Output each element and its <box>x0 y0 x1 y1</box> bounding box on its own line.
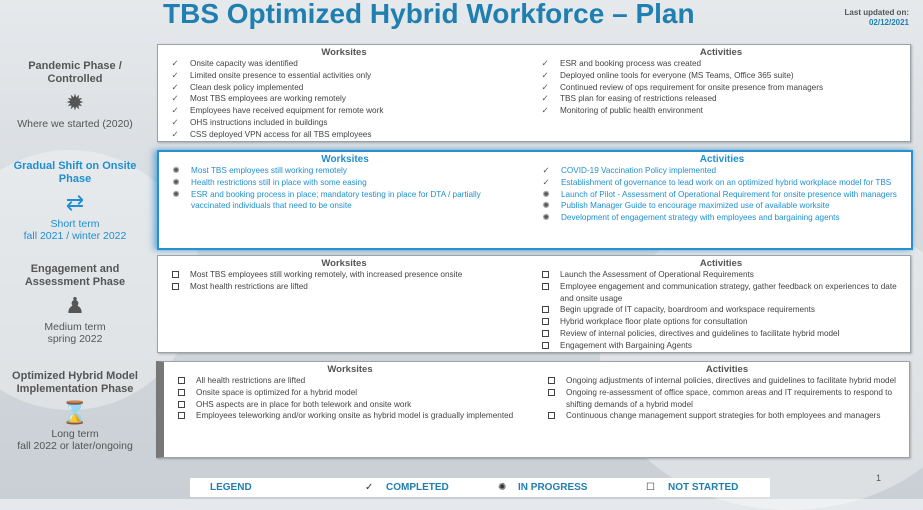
list-item <box>539 165 905 177</box>
empty-box-icon <box>168 281 182 294</box>
list-item-text: Hybrid workplace floor plate options for consultation <box>560 317 748 327</box>
list-item <box>538 70 904 82</box>
list-item-text: COVID-19 Vaccination Policy implemented <box>561 166 717 175</box>
list-item-text: Health restrictions still in place with some easing <box>191 177 367 187</box>
spinner-icon: ✺ <box>498 482 507 493</box>
phase-timeframe: Where we started (2020) <box>17 118 133 130</box>
list-item <box>538 328 904 340</box>
list-item-text: Clean desk policy implemented <box>190 82 304 92</box>
activities-heading: Activities <box>705 364 749 375</box>
list-item <box>538 340 904 352</box>
list-item <box>539 189 905 201</box>
list-item <box>539 212 905 224</box>
list-item <box>168 82 520 94</box>
list-item-text: OHS aspects are in place for both telework and onsite work <box>196 399 412 409</box>
list-item <box>169 177 521 189</box>
phase-name: Optimized Hybrid Model Implementation Phase <box>12 370 138 395</box>
list-item-text: Most health restrictions are lifted <box>190 281 308 291</box>
list-item-text: Launch the Assessment of Operational Requirements <box>560 270 754 279</box>
worksites-column <box>169 154 521 212</box>
activities-column <box>539 154 905 224</box>
phase-label-pandemic <box>0 60 150 130</box>
legend-not-started: NOT STARTED <box>668 482 739 493</box>
checkmark-icon: ✓ <box>541 69 549 80</box>
list-item <box>544 387 910 411</box>
spinner-icon: ✺ <box>172 188 180 199</box>
worksites-heading: Worksites <box>327 364 373 375</box>
shuffle-icon: ⇄ <box>65 190 85 215</box>
list-item <box>174 375 526 387</box>
list-item <box>168 281 520 293</box>
worksites-heading: Worksites <box>321 47 367 58</box>
list-item-text: Employee engagement and communication strategy, gather feedback on experiences to date and onsite usage <box>560 281 897 303</box>
list-item-text: Limited onsite presence to essential activities only <box>190 70 372 80</box>
checkmark-icon: ✓ <box>365 482 374 493</box>
activities-heading: Activities <box>699 258 743 269</box>
spinner-icon: ✺ <box>542 200 550 211</box>
list-item-text: Engagement with Bargaining Agents <box>560 340 692 350</box>
phase-label-optimized <box>0 370 150 452</box>
list-item-text: Most TBS employees are working remotely <box>190 94 346 104</box>
last-updated-label: Last updated on: <box>844 8 909 17</box>
worksites-list <box>168 269 520 293</box>
phase-panel-optimized <box>156 361 910 458</box>
checkmark-icon: ✓ <box>171 116 179 127</box>
list-item <box>168 93 520 105</box>
phase-timeframe: Short term fall 2021 / winter 2022 <box>23 218 127 242</box>
list-item-text: Publish Manager Guide to encourage maximized use of available worksite <box>561 201 830 211</box>
activities-column <box>544 364 910 422</box>
list-item <box>539 177 905 189</box>
checkmark-icon: ✓ <box>542 165 550 175</box>
phase-panel-pandemic <box>157 44 911 142</box>
phase-panel-engagement <box>157 255 911 353</box>
list-item <box>538 316 904 328</box>
activities-list <box>538 269 904 352</box>
activities-column <box>538 258 904 352</box>
checkmark-icon: ✓ <box>171 58 179 68</box>
phase-name: Pandemic Phase / Controlled <box>28 60 122 85</box>
checkmark-icon: ✓ <box>541 81 549 92</box>
list-item <box>538 304 904 316</box>
list-item-text: Continued review of ops requirement for onsite presence from managers <box>560 82 824 92</box>
list-item <box>538 58 904 70</box>
list-item <box>169 165 521 177</box>
list-item-text: Monitoring of public health environment <box>560 106 703 116</box>
worksites-list <box>174 375 526 422</box>
checkmark-icon: ✓ <box>171 128 179 139</box>
list-item <box>538 82 904 94</box>
spinner-icon: ✺ <box>172 176 180 187</box>
phase-name: Gradual Shift on Onsite Phase <box>13 160 137 185</box>
spinner-icon: ✺ <box>172 165 180 175</box>
list-item <box>174 410 526 422</box>
phase-label-engagement <box>0 263 150 345</box>
activities-column <box>538 47 904 117</box>
list-item <box>538 93 904 105</box>
list-item-text: Employees teleworking and/or working onsite as hybrid model is gradually implemented <box>196 411 514 421</box>
activities-list <box>544 375 910 422</box>
empty-box-icon: ☐ <box>646 482 655 493</box>
list-item-text: Continuous change management support strategies for both employees and managers <box>566 411 881 421</box>
legend-in-progress: IN PROGRESS <box>518 482 588 493</box>
list-item <box>539 200 905 212</box>
checkmark-icon: ✓ <box>541 105 549 116</box>
list-item-text: ESR and booking process in place; mandatory testing in place for DTA / partially vaccinated individuals that need to be onsite <box>191 189 481 211</box>
empty-box-icon <box>544 387 558 400</box>
list-item <box>174 387 526 399</box>
list-item <box>168 269 520 281</box>
worksites-list <box>168 58 520 141</box>
checkmark-icon: ✓ <box>171 105 179 116</box>
list-item-text: TBS plan for easing of restrictions released <box>560 94 717 104</box>
hourglass-icon: ⌛ <box>61 400 89 425</box>
list-item <box>538 269 904 281</box>
list-item-text: Onsite space is optimized for a hybrid model <box>196 387 358 397</box>
phase-timeframe: Medium term spring 2022 <box>44 321 106 345</box>
team-icon: ♟ <box>65 293 85 318</box>
legend <box>190 478 770 497</box>
list-item <box>538 105 904 117</box>
list-item <box>168 70 520 82</box>
list-item-text: Begin upgrade of IT capacity, boardroom and workspace requirements <box>560 305 816 315</box>
list-item-text: OHS instructions included in buildings <box>190 117 328 127</box>
list-item-text: Establishment of governance to lead work on an optimized hybrid workplace model for TBS <box>561 177 892 187</box>
list-item-text: CSS deployed VPN access for all TBS employees <box>190 129 372 139</box>
spinner-icon: ✺ <box>542 188 550 199</box>
activities-heading: Activities <box>699 47 743 58</box>
list-item-text: Ongoing adjustments of internal policies, directives and guidelines to facilitate hybrid model <box>566 376 896 385</box>
list-item <box>168 105 520 117</box>
phase-label-gradual-shift <box>0 160 150 242</box>
list-item-text: Most TBS employees still working remotely <box>191 166 347 175</box>
page-title: TBS Optimized Hybrid Workforce – Plan <box>163 0 695 29</box>
list-item <box>168 117 520 129</box>
list-item-text: Development of engagement strategy with employees and bargaining agents <box>561 213 840 223</box>
list-item-text: Launch of Pilot - Assessment of Operational Requirement for onsite presence with managers <box>561 189 897 199</box>
list-item <box>544 410 910 422</box>
worksites-list <box>169 165 521 212</box>
checkmark-icon: ✓ <box>541 58 549 68</box>
phase-name: Engagement and Assessment Phase <box>24 263 126 288</box>
empty-box-icon <box>174 410 188 423</box>
list-item-text: Review of internal policies, directives and guidelines to facilitate hybrid model <box>560 328 840 338</box>
last-updated <box>845 8 909 28</box>
checkmark-icon: ✓ <box>542 176 550 187</box>
worksites-column <box>174 364 526 422</box>
list-item-text: ESR and booking process was created <box>560 59 702 68</box>
phase-timeframe: Long term fall 2022 or later/ongoing <box>17 428 133 452</box>
legend-completed: COMPLETED <box>386 482 449 493</box>
worksites-column <box>168 47 520 141</box>
page-number: 1 <box>875 473 881 483</box>
worksites-heading: Worksites <box>321 154 369 165</box>
checkmark-icon: ✓ <box>171 93 179 104</box>
list-item-text: Ongoing re-assessment of office space, common areas and IT requirements to respond to shifting demands of a hybrid model <box>566 387 893 409</box>
worksites-column <box>168 258 520 293</box>
activities-list <box>539 165 905 224</box>
empty-box-icon <box>538 281 552 294</box>
checkmark-icon: ✓ <box>541 93 549 104</box>
list-item <box>538 281 904 305</box>
checkmark-icon: ✓ <box>171 69 179 80</box>
virus-icon: ✹ <box>65 90 85 115</box>
list-item-text: Most TBS employees still working remotely, with increased presence onsite <box>190 270 463 279</box>
list-item <box>169 189 521 213</box>
list-item-text: Onsite capacity was identified <box>190 59 298 68</box>
empty-box-icon <box>538 340 552 353</box>
activities-list <box>538 58 904 117</box>
phase-panel-gradual-shift <box>157 150 913 250</box>
activities-heading: Activities <box>699 154 745 165</box>
legend-title: LEGEND <box>210 482 252 493</box>
list-item-text: All health restrictions are lifted <box>196 376 306 385</box>
list-item-text: Deployed online tools for everyone (MS Teams, Office 365 suite) <box>560 70 794 80</box>
worksites-heading: Worksites <box>321 258 367 269</box>
empty-box-icon <box>544 410 558 423</box>
list-item-text: Employees have received equipment for remote work <box>190 106 384 116</box>
spinner-icon: ✺ <box>542 212 550 223</box>
list-item <box>168 129 520 141</box>
checkmark-icon: ✓ <box>171 81 179 92</box>
list-item <box>544 375 910 387</box>
last-updated-date: 02/12/2021 <box>868 18 909 27</box>
list-item <box>168 58 520 70</box>
list-item <box>174 399 526 411</box>
